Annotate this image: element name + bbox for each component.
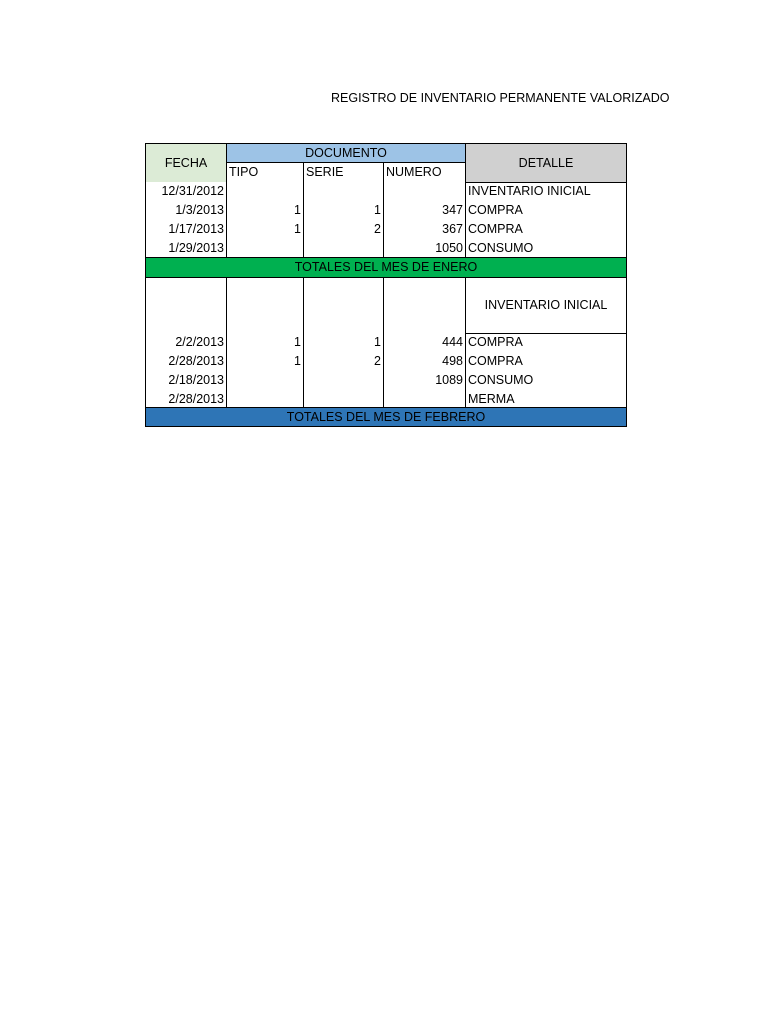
grid-line: [466, 182, 626, 183]
grid-line: [383, 163, 384, 258]
detalle-cell: COMPRA: [468, 354, 523, 368]
fecha-cell: 2/18/2013: [168, 373, 224, 387]
fecha-cell: 2/28/2013: [168, 392, 224, 406]
fecha-cell: 2/2/2013: [175, 335, 224, 349]
fecha-cell: 1/29/2013: [168, 241, 224, 255]
numero-cell: 367: [442, 222, 463, 236]
serie-cell: 1: [374, 335, 381, 349]
febrero-total-band: TOTALES DEL MES DE FEBRERO: [146, 408, 626, 426]
numero-cell: 347: [442, 203, 463, 217]
numero-cell: 498: [442, 354, 463, 368]
grid-line: [465, 277, 466, 408]
numero-cell: 444: [442, 335, 463, 349]
serie-cell: 2: [374, 354, 381, 368]
serie-cell: 1: [374, 203, 381, 217]
header-fecha: FECHA: [146, 144, 226, 182]
header-tipo: TIPO: [229, 165, 259, 179]
tipo-cell: 1: [294, 222, 301, 236]
inventory-table: [145, 143, 627, 427]
detalle-cell: COMPRA: [468, 335, 523, 349]
detalle-cell: MERMA: [468, 392, 515, 406]
fecha-cell: 2/28/2013: [168, 354, 224, 368]
grid-line: [466, 333, 626, 334]
febrero-inventario-inicial: INVENTARIO INICIAL: [484, 298, 608, 312]
detalle-cell: CONSUMO: [468, 373, 534, 387]
tipo-cell: 1: [294, 354, 301, 368]
detalle-cell: COMPRA: [468, 222, 523, 236]
enero-total-band: TOTALES DEL MES DE ENERO: [146, 258, 626, 277]
tipo-cell: 1: [294, 335, 301, 349]
header-serie: SERIE: [306, 165, 344, 179]
header-detalle: DETALLE: [466, 144, 626, 182]
grid-line: [146, 407, 626, 408]
grid-line: [227, 162, 465, 163]
grid-line: [465, 144, 466, 258]
page-title: REGISTRO DE INVENTARIO PERMANENTE VALORIZADO: [331, 91, 670, 105]
detalle-cell: CONSUMO: [468, 241, 534, 255]
header-documento: DOCUMENTO: [227, 144, 465, 163]
fecha-cell: 1/3/2013: [175, 203, 224, 217]
serie-cell: 2: [374, 222, 381, 236]
grid-line: [226, 277, 227, 408]
grid-line: [303, 277, 304, 408]
fecha-cell: 12/31/2012: [161, 184, 224, 198]
header-numero: NUMERO: [386, 165, 442, 179]
grid-line: [383, 277, 384, 408]
fecha-cell: 1/17/2013: [168, 222, 224, 236]
detalle-cell: INVENTARIO INICIAL: [468, 184, 591, 198]
grid-line: [146, 277, 626, 278]
tipo-cell: 1: [294, 203, 301, 217]
grid-line: [303, 163, 304, 258]
numero-cell: 1089: [435, 373, 463, 387]
detalle-cell: COMPRA: [468, 203, 523, 217]
grid-line: [146, 257, 626, 258]
numero-cell: 1050: [435, 241, 463, 255]
